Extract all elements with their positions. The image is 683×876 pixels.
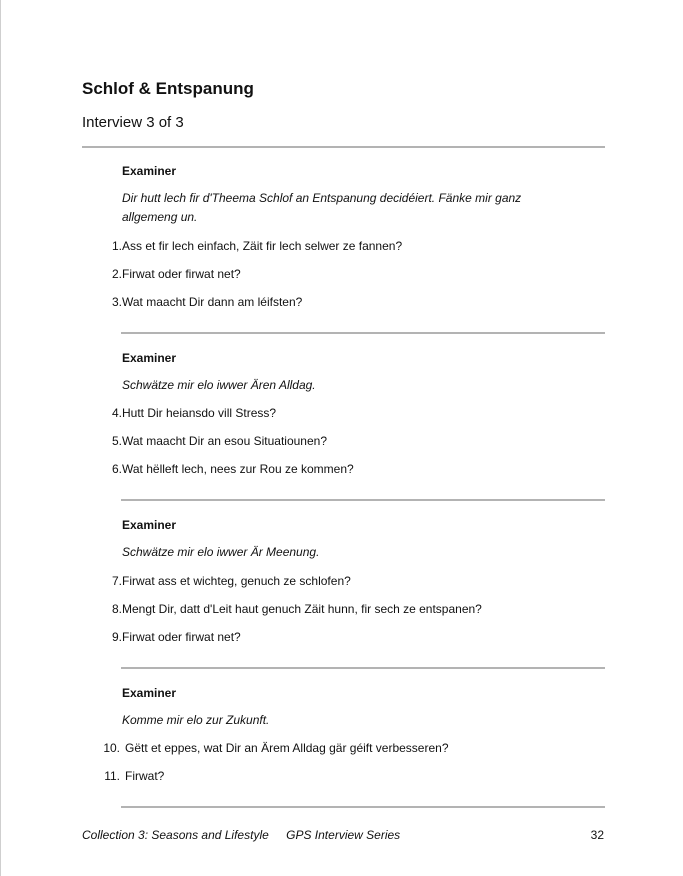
header-divider — [82, 146, 605, 148]
question-text: Mengt Dir, datt d'Leit haut genuch Zäit hunn, fir sech ze entspanen? — [122, 602, 482, 616]
question-item — [90, 741, 449, 755]
question-item — [90, 434, 328, 448]
question-text: Gëtt et eppes, wat Dir an Ärem Alldag gär géift verbesseren? — [125, 741, 449, 755]
question-text: Firwat ass et wichteg, genuch ze schlofen? — [122, 574, 351, 588]
section-label: Examiner — [122, 164, 177, 178]
section-intro: Dir hutt lech fir d'Theema Schlof an Entspanung decidéiert. Fänke mir ganz allgemeng un. — [122, 191, 522, 224]
question-item — [90, 630, 241, 644]
question-item — [90, 462, 354, 476]
question-text: Firwat oder firwat net? — [122, 267, 241, 281]
footer-series: GPS Interview Series — [286, 828, 401, 842]
question-item — [90, 406, 277, 420]
question-item — [90, 602, 482, 616]
section-label: Examiner — [122, 518, 177, 532]
footer — [82, 828, 400, 842]
question-number: 7. — [111, 574, 122, 588]
question-number: 3. — [111, 295, 122, 309]
question-number: 11. — [104, 769, 120, 783]
question-number: 6. — [111, 462, 122, 476]
question-text: Hutt Dir heiansdo vill Stress? — [122, 406, 277, 420]
section-divider — [121, 499, 605, 501]
question-text: Ass et fir lech einfach, Zäit fir lech selwer ze fannen? — [122, 239, 403, 253]
section-divider — [121, 667, 605, 669]
question-item — [90, 295, 303, 309]
section-divider — [121, 332, 605, 334]
question-text: Wat maacht Dir dann am léifsten? — [122, 295, 303, 309]
question-number: 5. — [111, 434, 122, 448]
question-number: 8. — [111, 602, 122, 616]
question-number: 4. — [111, 406, 122, 420]
question-item — [90, 267, 241, 281]
question-text: Firwat? — [125, 769, 165, 783]
question-number: 2. — [111, 267, 122, 281]
question-item — [90, 769, 165, 783]
question-text: Firwat oder firwat net? — [122, 630, 241, 644]
footer-collection: Collection 3: Seasons and Lifestyle — [82, 828, 269, 842]
question-item — [90, 239, 403, 253]
page-subtitle: Interview 3 of 3 — [82, 114, 184, 131]
page-title: Schlof & Entspanung — [82, 79, 254, 98]
section-divider — [121, 806, 605, 808]
question-text: Wat maacht Dir an esou Situatiounen? — [122, 434, 328, 448]
section-intro: Schwätze mir elo iwwer Ären Alldag. — [122, 378, 316, 392]
section-label: Examiner — [122, 686, 177, 700]
section-label: Examiner — [122, 351, 177, 365]
question-text: Wat hëlleft lech, nees zur Rou ze kommen? — [122, 462, 354, 476]
question-number: 10. — [103, 741, 120, 755]
page-number: 32 — [590, 828, 604, 842]
section-intro: Schwätze mir elo iwwer Är Meenung. — [122, 545, 320, 559]
question-item — [90, 574, 351, 588]
question-number: 1. — [111, 239, 122, 253]
question-number: 9. — [111, 630, 122, 644]
section-intro: Komme mir elo zur Zukunft. — [122, 713, 270, 727]
page-edge — [0, 0, 1, 876]
